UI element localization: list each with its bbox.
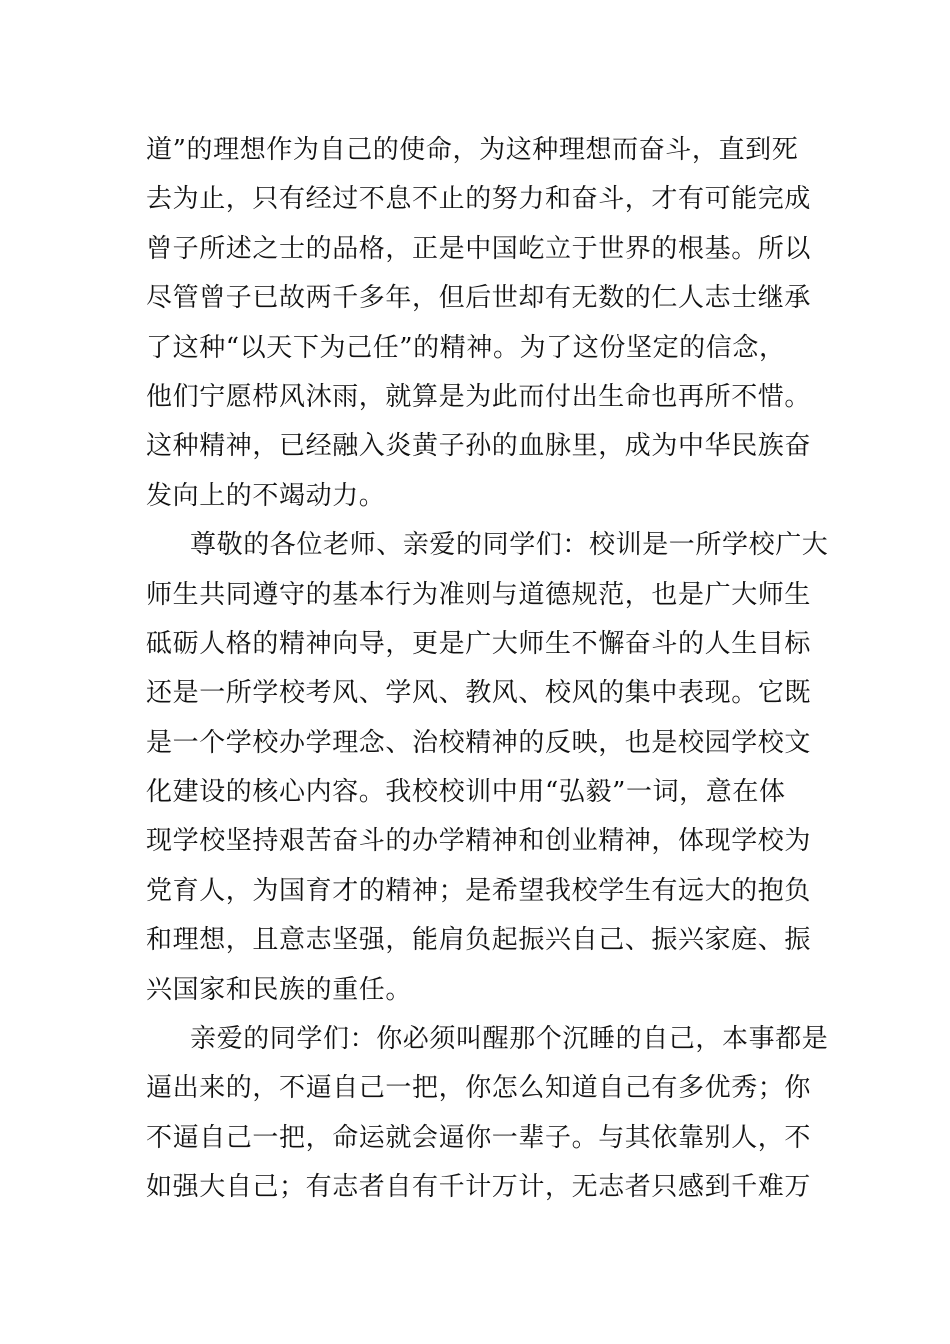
text-line: 尽管曾子已故两千多年，但后世却有无数的仁人志士继承 xyxy=(146,283,812,314)
body-text xyxy=(146,126,829,1213)
text-line: 和理想，且意志坚强，能肩负起振兴自己、振兴家庭、振 xyxy=(146,925,812,956)
text-line: 师生共同遵守的基本行为准则与道德规范，也是广大师生 xyxy=(146,579,812,610)
text-line: 去为止，只有经过不息不止的努力和奋斗，才有可能完成 xyxy=(146,184,812,215)
text-line: 党育人，为国育才的精神；是希望我校学生有远大的抱负 xyxy=(146,875,812,906)
text-line: 道”的理想作为自己的使命，为这种理想而奋斗，直到死 xyxy=(146,135,799,165)
text-line: 不逼自己一把，命运就会逼你一辈子。与其依靠别人，不 xyxy=(146,1122,812,1153)
text-line: 这种精神，已经融入炎黄子孙的血脉里，成为中华民族奋 xyxy=(146,431,812,462)
text-line: 砥砺人格的精神向导，更是广大师生不懈奋斗的人生目标 xyxy=(146,628,812,659)
text-line: 逼出来的，不逼自己一把，你怎么知道自己有多优秀；你 xyxy=(146,1073,812,1104)
text-line: 现学校坚持艰苦奋斗的办学精神和创业精神，体现学校为 xyxy=(146,826,812,857)
text-line: 发向上的不竭动力。 xyxy=(146,480,386,511)
text-line: 还是一所学校考风、学风、教风、校风的集中表现。它既 xyxy=(146,678,812,709)
paragraph-start-line: 尊敬的各位老师、亲爱的同学们：校训是一所学校广大 xyxy=(190,530,829,561)
text-line: 是一个学校办学理念、治校精神的反映，也是校园学校文 xyxy=(146,727,812,758)
text-line: 兴国家和民族的重任。 xyxy=(146,974,413,1005)
paragraph-start-line: 亲爱的同学们：你必须叫醒那个沉睡的自己，本事都是 xyxy=(190,1024,829,1055)
text-line: 他们宁愿栉风沐雨，就算是为此而付出生命也再所不惜。 xyxy=(146,381,812,412)
text-line: 了这种“以天下为己任”的精神。为了这份坚定的信念， xyxy=(146,332,786,363)
text-line: 化建设的核心内容。我校校训中用“弘毅”一词，意在体 xyxy=(146,777,786,808)
text-line: 曾子所述之士的品格，正是中国屹立于世界的根基。所以 xyxy=(146,233,812,264)
text-line: 如强大自己；有志者自有千计万计，无志者只感到千难万 xyxy=(146,1172,812,1203)
